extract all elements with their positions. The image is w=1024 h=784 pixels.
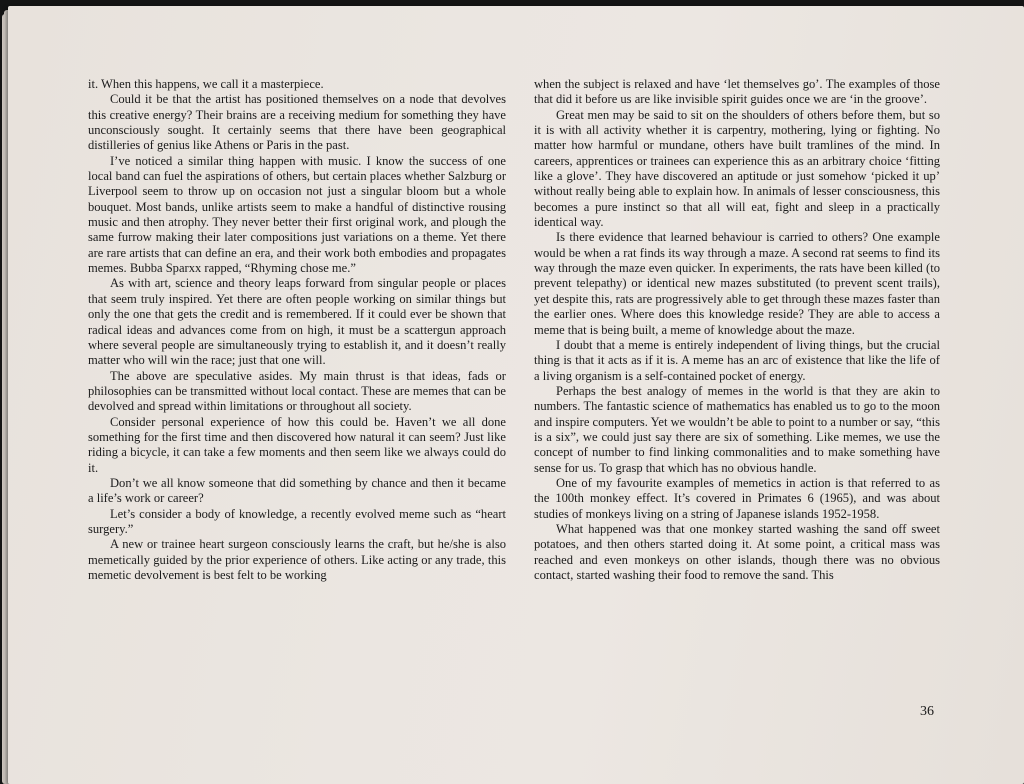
paragraph: Consider personal experience of how this could be. Haven’t we all done something for the first time and then discovered how natural it can seem? Just like riding a bicycle, it can take a few moments and then seem like we always could do it.: [88, 414, 506, 475]
book-page: [8, 6, 1024, 784]
paragraph: A new or trainee heart surgeon consciously learns the craft, but he/she is also memetically guided by the prior experience of others. Like acting or any trade, this memetic devolvement is best felt to be working: [88, 537, 506, 582]
paragraph: The above are speculative asides. My main thrust is that ideas, fads or philosophies can be transmitted without local contact. These are memes that can be devolved and spread within limitations or throughout all society.: [88, 368, 506, 414]
paragraph: Could it be that the artist has positioned themselves on a node that devolves this creative energy? Their brains are a receiving medium for something they have unconsciously sought. It certainly seems that there have been geographical distilleries of genius like Athens or Paris in the past.: [88, 92, 506, 153]
paragraph: Let’s consider a body of knowledge, a recently evolved meme such as “heart surgery.”: [88, 506, 506, 536]
paragraph: One of my favourite examples of memetics in action is that referred to as the 100th monkey effect. It’s covered in Primates 6 (1965), and was about studies of monkeys living on a string of Japanese islands 1952-1958.: [534, 475, 940, 521]
paragraph: when the subject is relaxed and have ‘let themselves go’. The examples of those that did it before us are like invisible spirit guides once we are ‘in the groove’.: [534, 77, 940, 107]
paragraph: Don’t we all know someone that did something by chance and then it became a life’s work or career?: [88, 475, 506, 506]
paragraph: I’ve noticed a similar thing happen with music. I know the success of one local band can fuel the aspirations of others, but certain places whether Salzburg or Liverpool seem to throw up on occasion not just a singular bloom but a whole bouquet. Most bands, unlike artists seem to make a handful of distinctive rousing music and then atrophy. They never better their first original work, and plough the same furrow making their later compositions just variations on a theme. Yet there are rare artists that can define an era, and their work both embodies and propagates memes. Bubba Sparxx rapped, “Rhyming chose me.”: [88, 153, 506, 276]
paragraph: it. When this happens, we call it a masterpiece.: [88, 77, 324, 91]
paragraph: Great men may be said to sit on the shoulders of others before them, but so it is with all activity whether it is carpentry, mothering, lying or fighting. No matter how harmful or mundane, others have built tramlines of the mind. In careers, apprentices or trainees can experience this as an arbitrary choice ‘fitting like a glove’. They have discovered an aptitude or just somehow ‘picked it up’ without really being able to explain how. In animals of lesser consciousness, this becomes a pure instinct so that all will eat, fight and sleep in a practically identical way.: [534, 107, 940, 230]
paragraph: What happened was that one monkey started washing the sand off sweet potatoes, and then others started doing it. At some point, a critical mass was reached and even monkeys on other islands, though there was no obvious contact, started washing their food to remove the sand. This: [534, 521, 940, 582]
left-column: [88, 77, 506, 583]
paragraph: Perhaps the best analogy of memes in the world is that they are akin to numbers. The fantastic science of mathematics has enabled us to go to the moon and inspire computers. Yet we wouldn’t be able to point to a number or say, “this is a six”, we could just say there are six of something. Like memes, we use the concept of number to find linking commonalities and to make something have sense for us. To grasp that which has no obvious handle.: [534, 383, 940, 475]
paragraph: I doubt that a meme is entirely independent of living things, but the crucial thing is that it acts as if it is. A meme has an arc of existence that like the life of a living organism is a self-contained pocket of energy.: [534, 337, 940, 383]
page-number: 36: [920, 704, 934, 719]
paragraph: Is there evidence that learned behaviour is carried to others? One example would be when a rat finds its way through a maze. A second rat seems to find its way through the maze even quicker. In experiments, the rats have been killed (to prevent telepathy) or identical new mazes substituted (to prevent scent trails), yet despite this, rats are progressively able to get through these mazes faster than the earlier ones. Where does this knowledge reside? They are able to access a meme that is being built, a meme of knowledge about the maze.: [534, 230, 940, 337]
right-column: [534, 77, 940, 583]
paragraph: As with art, science and theory leaps forward from singular people or places that seem truly inspired. Yet there are often people working on similar things but only the one that gets the credit and is remembered. If it could ever be shown that radical ideas and advances come from on high, it must be a scattergun approach where several people are simultaneously trying to establish it, and it doesn’t really matter who will win the race; just that one will.: [88, 276, 506, 368]
